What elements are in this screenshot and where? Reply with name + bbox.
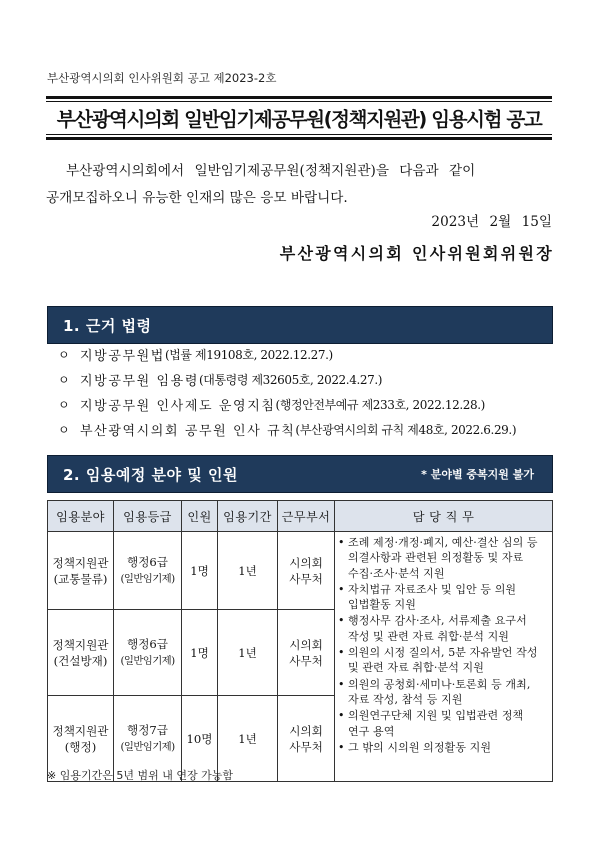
intro-paragraph — [46, 158, 556, 212]
list-item — [58, 392, 558, 417]
period-cell: 1년 — [218, 610, 278, 696]
list-marker: ㅇ — [58, 398, 70, 412]
field-name: 정책지원관 — [52, 555, 109, 570]
grade-sub: (일반임기제) — [120, 573, 175, 585]
law-name: 부산광역시의회 공무원 인사 규칙 — [80, 424, 296, 439]
law-reference: (부산광역시의회 규칙 제48호, 2022.6.29.) — [295, 423, 517, 437]
period-cell: 1년 — [218, 696, 278, 782]
grade-name: 행정6급 — [127, 555, 168, 569]
section-1-label: 1. 근거 법령 — [63, 316, 152, 335]
bullet: • — [338, 740, 345, 754]
grade-name: 행정7급 — [127, 723, 168, 737]
list-marker: ㅇ — [58, 348, 70, 362]
law-name: 지방공무원 임용령 — [80, 374, 199, 389]
section-2-note: * 분야별 중복지원 불가 — [421, 468, 534, 481]
announcement-date: 2023년 2월 15일 — [431, 214, 552, 230]
duty-item — [338, 645, 548, 676]
list-marker: ㅇ — [58, 373, 70, 387]
law-reference: (행정안전부예규 제233호, 2022.12.28.) — [275, 398, 485, 412]
section-2-label: 2. 임용예정 분야 및 인원 — [63, 465, 238, 484]
bullet: • — [338, 646, 345, 660]
duty-line: 조례 제정·개정·폐지, 예산·결산 심의 등 — [348, 536, 538, 549]
duty-item — [338, 708, 548, 739]
footnote: ※ 임용기간은 5년 범위 내 연장 가능함 — [47, 769, 233, 782]
positions-table — [47, 500, 553, 782]
bullet: • — [338, 614, 345, 628]
field-cell — [48, 610, 114, 696]
duty-line: 의원의 공청회·세미나·토론회 등 개최, — [348, 677, 531, 691]
field-name: 정책지원관 — [52, 637, 109, 652]
column-header: 인원 — [182, 501, 218, 532]
column-header: 임용분야 — [48, 501, 114, 532]
duty-line: 자치법규 자료조사 및 입안 등 의원 — [348, 582, 517, 596]
section-1-header — [47, 306, 553, 344]
duty-line: 의원의 시정 질의서, 5분 자유발언 작성 — [348, 646, 538, 660]
duty-item — [338, 582, 548, 613]
dept-line: 시의회 — [289, 637, 323, 652]
dept-line: 사무처 — [289, 571, 323, 586]
field-sub: (교통물류) — [53, 571, 108, 586]
grade-name: 행정6급 — [127, 637, 168, 651]
duty-line: 의결사항과 관련된 의정활동 및 자료 — [348, 551, 524, 565]
bullet: • — [338, 709, 345, 723]
list-item — [58, 367, 558, 392]
period-cell: 1년 — [218, 532, 278, 610]
duty-line: 의원연구단체 지원 및 입법관련 정책 — [348, 709, 524, 723]
dept-line: 시의회 — [289, 723, 323, 738]
field-sub: (건설방재) — [53, 653, 108, 668]
field-sub: (행정) — [64, 739, 97, 754]
grade-sub: (일반임기제) — [120, 655, 175, 667]
count-cell: 10명 — [182, 696, 218, 782]
duty-line: 작성 및 관련 자료 취합·분석 지원 — [348, 629, 510, 643]
grade-cell — [114, 532, 182, 610]
law-reference: (대통령령 제32605호, 2022.4.27.) — [199, 373, 383, 387]
duties-cell — [335, 532, 553, 782]
list-item — [58, 342, 558, 367]
bullet: • — [338, 677, 345, 691]
dept-line: 사무처 — [289, 739, 323, 754]
dept-cell — [278, 696, 335, 782]
grade-sub: (일반임기제) — [120, 741, 175, 753]
dept-cell — [278, 610, 335, 696]
law-list — [58, 342, 558, 442]
signatory: 부산광역시의회 인사위원회위원장 — [279, 244, 554, 263]
page-title: 부산광역시의회 일반임기제공무원(정책지원관) 임용시험 공고 — [56, 108, 542, 131]
dept-cell — [278, 532, 335, 610]
table-row — [48, 532, 553, 610]
grade-cell — [114, 610, 182, 696]
law-name: 지방공무원 인사제도 운영지침 — [80, 399, 276, 414]
duty-line: 입법활동 지원 — [348, 598, 416, 612]
section-2-header — [47, 455, 553, 493]
duty-line: 자료 작성, 참석 등 지원 — [348, 692, 463, 706]
duty-line: 연구 용역 — [348, 724, 395, 738]
field-name: 정책지원관 — [52, 723, 109, 738]
intro-line-2: 공개모집하오니 유능한 인재의 많은 응모 바랍니다. — [46, 190, 348, 206]
notice-number: 부산광역시의회 인사위원회 공고 제2023-2호 — [47, 71, 277, 85]
bullet: • — [338, 582, 345, 596]
list-marker: ㅇ — [58, 423, 70, 437]
duty-item — [338, 535, 548, 581]
count-cell: 1명 — [182, 532, 218, 610]
column-header: 근무부서 — [278, 501, 335, 532]
table-header-row — [48, 501, 553, 532]
duty-line: 수집·조사·분석 지원 — [348, 566, 445, 580]
dept-line: 사무처 — [289, 653, 323, 668]
field-cell — [48, 532, 114, 610]
intro-line-1: 부산광역시의회에서 일반임기제공무원(정책지원관)을 다음과 같이 — [66, 163, 476, 179]
law-reference: (법률 제19108호, 2022.12.27.) — [164, 348, 333, 362]
duty-line: 행정사무 감사·조사, 서류제출 요구서 — [348, 614, 527, 628]
column-header: 임용등급 — [114, 501, 182, 532]
count-cell: 1명 — [182, 610, 218, 696]
duty-item — [338, 740, 548, 755]
title-box — [46, 96, 552, 140]
bullet: • — [338, 536, 345, 549]
duty-line: 그 밖의 시의원 의정활동 지원 — [348, 740, 492, 754]
duty-item — [338, 613, 548, 644]
duty-item — [338, 677, 548, 708]
dept-line: 시의회 — [289, 555, 323, 570]
list-item — [58, 417, 558, 442]
law-name: 지방공무원법 — [80, 349, 165, 364]
column-header: 담 당 직 무 — [335, 501, 553, 532]
column-header: 임용기간 — [218, 501, 278, 532]
duty-line: 및 관련 자료 취합·분석 지원 — [348, 661, 484, 675]
